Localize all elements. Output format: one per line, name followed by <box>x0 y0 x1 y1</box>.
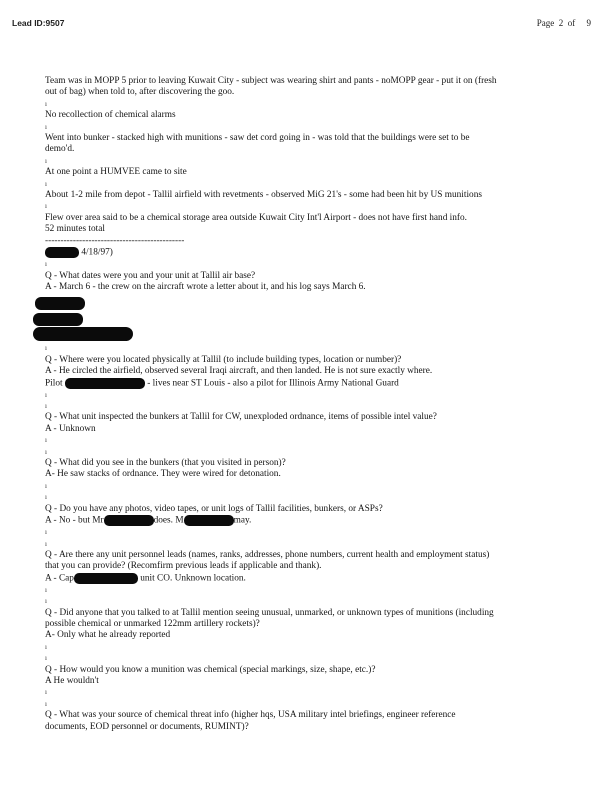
paragraph-mark: ı <box>45 344 47 353</box>
paragraph-mark: ı <box>45 202 47 211</box>
question: Q - What unit inspected the bunkers at Tallil for CW, unexploded ordnance, items of possible intel value? <box>45 412 437 423</box>
paragraph-mark: ı <box>45 528 47 537</box>
answer-part: unit CO. Unknown location. <box>140 573 246 584</box>
page-number: 2 <box>558 18 564 28</box>
text-line: Flew over area said to be a chemical storage area outside Kuwait City Int'l Airport - does not have first hand info. <box>45 212 467 223</box>
interview-date: 4/18/97) <box>81 247 113 258</box>
question: Q - What did you see in the bunkers (that you visited in person)? <box>45 458 286 469</box>
paragraph-mark: ı <box>45 481 47 490</box>
pilot-label: Pilot <box>45 378 63 389</box>
paragraph-mark: ı <box>45 597 47 606</box>
paragraph-mark: ı <box>45 436 47 445</box>
lead-id: Lead ID:9507 <box>12 18 65 28</box>
paragraph-mark: ı <box>45 493 47 502</box>
answer <box>45 378 585 390</box>
question: that you can provide? (Recomfirm previous leads if applicable and thank). <box>45 561 322 572</box>
separator-line: --------------------------------------------- <box>45 235 185 246</box>
redaction-mark <box>45 247 79 258</box>
question: Q - Do you have any photos, video tapes, or unit logs of Tallil facilities, bunkers, or ASPs? <box>45 503 383 514</box>
answer: A - He circled the airfield, observed several Iraqi aircraft, and then landed. He is not sure exactly where. <box>45 366 433 377</box>
paragraph-mark: ı <box>45 642 47 651</box>
paragraph-mark: ı <box>45 179 47 188</box>
question: possible chemical or unmarked 122mm artillery rockets)? <box>45 619 260 630</box>
answer: A - March 6 - the crew on the aircraft wrote a letter about it, and his log says March 6. <box>45 281 366 292</box>
redaction-mark <box>65 378 145 389</box>
answer-part: may. <box>233 515 252 526</box>
text-line: About 1-2 mile from depot - Tallil airfield with revetments - observed MiG 21's - some had been hit by US munitions <box>45 190 482 201</box>
question: Q - What dates were you and your unit at Tallil air base? <box>45 270 256 281</box>
question: Q - How would you know a munition was chemical (special markings, size, shape, etc.)? <box>45 664 376 675</box>
paragraph-mark: ı <box>45 447 47 456</box>
page-total: 9 <box>586 18 591 28</box>
redaction-mark <box>33 327 133 341</box>
answer: A- He saw stacks of ordnance. They were wired for detonation. <box>45 469 281 480</box>
paragraph-mark: ı <box>45 99 47 108</box>
paragraph-mark: ı <box>45 402 47 411</box>
answer: A He wouldn't <box>45 676 99 687</box>
redaction-mark <box>33 313 83 326</box>
redaction-mark <box>74 573 138 584</box>
text-line: At one point a HUMVEE came to site <box>45 167 187 178</box>
pilot-detail: - lives near ST Louis - also a pilot for Illinois Army National Guard <box>147 378 399 389</box>
answer: A - Unknown <box>45 423 96 434</box>
paragraph-mark: ı <box>45 390 47 399</box>
redaction-mark <box>104 515 154 526</box>
answer-part: A - Cap <box>45 573 74 584</box>
question: Q - Where were you located physically at Tallil (to include building types, location or number)? <box>45 354 402 365</box>
answer: A- Only what he already reported <box>45 630 171 641</box>
interview-date-line <box>45 247 585 259</box>
answer-part: does. M <box>153 515 184 526</box>
text-line: demo'd. <box>45 144 75 155</box>
question: Q - Are there any unit personnel leads (names, ranks, addresses, phone numbers, current health and employment status) <box>45 549 490 560</box>
redaction-mark <box>184 515 234 526</box>
paragraph-mark: ı <box>45 654 47 663</box>
question: Q - Did anyone that you talked to at Tallil mention seeing unusual, unmarked, or unknown types of munitions (including <box>45 607 494 618</box>
page-label: Page <box>536 18 555 28</box>
text-line: Went into bunker - stacked high with munitions - saw det cord going in - was told that the buildings were set to be <box>45 133 470 144</box>
answer <box>45 573 585 585</box>
paragraph-mark: ı <box>45 539 47 548</box>
answer-part: A - No - but Mr <box>45 515 104 526</box>
text-line: Team was in MOPP 5 prior to leaving Kuwait City - subject was wearing shirt and pants - noMOPP gear - put it on (fresh <box>45 76 497 86</box>
paragraph-mark: ı <box>45 156 47 165</box>
question: documents, EOD personnel or documents, RUMINT)? <box>45 721 249 732</box>
of-label: of <box>567 18 576 28</box>
paragraph-mark: ı <box>45 585 47 594</box>
paragraph-mark: ı <box>45 699 47 708</box>
redacted-block <box>45 293 585 343</box>
paragraph-mark: ı <box>45 688 47 697</box>
page-indicator <box>537 18 591 28</box>
text-line: No recollection of chemical alarms <box>45 110 176 121</box>
question: Q - What was your source of chemical threat info (higher hqs, USA military intel briefings, engineer reference <box>45 710 456 721</box>
text-line: 52 minutes total <box>45 224 105 235</box>
text-line: out of bag) when told to, after discovering the goo. <box>45 87 235 98</box>
paragraph-mark: ı <box>45 122 47 131</box>
redaction-mark <box>35 297 85 310</box>
answer <box>45 515 585 527</box>
document-body <box>45 76 585 733</box>
paragraph-mark: ı <box>45 260 47 269</box>
